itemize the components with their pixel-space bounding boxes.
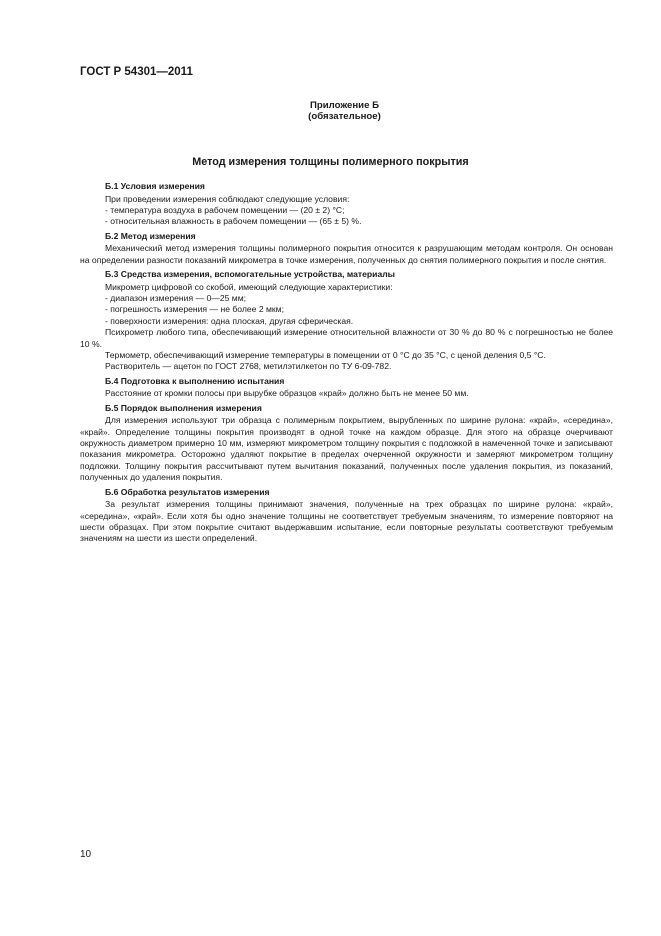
document-body	[80, 181, 613, 545]
page-number: 10	[80, 849, 92, 860]
list-item: - температура воздуха в рабочем помещении — (20 ± 2) °С;	[105, 204, 345, 215]
list-item: - поверхности измерения: одна плоская, другая сферическая.	[105, 315, 354, 326]
list-item: - относительная влажность в рабочем помещении — (65 ± 5) %.	[105, 216, 362, 227]
paragraph: Микрометр цифровой со скобой, имеющий следующие характеристики:	[105, 281, 393, 292]
section-heading-b1: Б.1 Условия измерения	[105, 181, 205, 191]
section-heading-b3: Б.3 Средства измерения, вспомогательные устройства, материалы	[105, 269, 396, 280]
section-heading-b5: Б.5 Порядок выполнения измерения	[105, 402, 262, 413]
section-heading-b4: Б.4 Подготовка к выполнению испытания	[105, 375, 285, 386]
document-code: ГОСТ Р 54301—2011	[80, 66, 193, 78]
paragraph: За результат измерения толщины принимают значения, полученные на трех образцах по ширине рулона: «край», «середина», «край». Если хотя бы одно значение толщины не соответствует требуемым значениям, то измерение повторяют на шести образцах. При этом покрытие считают выдержавшим испытание, если повторные результаты соответствуют требуемым значениям на шести из шести определений.	[80, 499, 613, 544]
paragraph: Механический метод измерения толщины полимерного покрытия относится к разрушающим методам контроля. Он основан на определении разности показаний микрометра в точке измерения, полученных до снятия полимерного покрытия и после снятия.	[80, 243, 613, 265]
section-heading-b2: Б.2 Метод измерения	[105, 230, 196, 241]
appendix-label: Приложение Б	[310, 100, 379, 111]
list-item: - погрешность измерения — не более 2 мкм;	[105, 304, 284, 315]
paragraph: Термометр, обеспечивающий измерение температуры в помещении от 0 °С до 35 °С, с ценой деления 0,5 °С.	[105, 349, 546, 360]
paragraph: Расстояние от кромки полосы при вырубке образцов «край» должно быть не менее 50 мм.	[105, 388, 469, 399]
appendix-title: Метод измерения толщины полимерного покрытия	[192, 156, 469, 168]
paragraph: Психрометр любого типа, обеспечивающий измерение относительной влажности от 30 % до 80 % с погрешностью не более 10 %.	[80, 327, 613, 349]
list-item: - диапазон измерения — 0—25 мм;	[105, 292, 247, 303]
paragraph: Растворитель — ацетон по ГОСТ 2768, метилэтилкетон по ТУ 6-09-782.	[105, 361, 392, 372]
appendix-status: (обязательное)	[308, 111, 381, 122]
paragraph: При проведении измерения соблюдают следующие условия:	[105, 193, 350, 204]
paragraph: Для измерения используют три образца с полимерным покрытием, вырубленных по ширине рулона: «край», «середина», «край». Определение толщины покрытия производят в одной точке на каждом образце. Для этого на образце очерчивают окружность диаметром примерно 10 мм, измеряют микрометром толщину покрытия с подложкой в намеченной точке и записывают показания микрометра. Осторожно удаляют покрытие в пределах очерченной окружности и замеряют микрометром толщину подложки. Толщину покрытия рассчитывают путем вычитания показаний, полученных после удаления покрытия, из показаний, полученных до удаления покрытия.	[80, 415, 613, 483]
section-heading-b6: Б.6 Обработка результатов измерения	[105, 486, 270, 497]
